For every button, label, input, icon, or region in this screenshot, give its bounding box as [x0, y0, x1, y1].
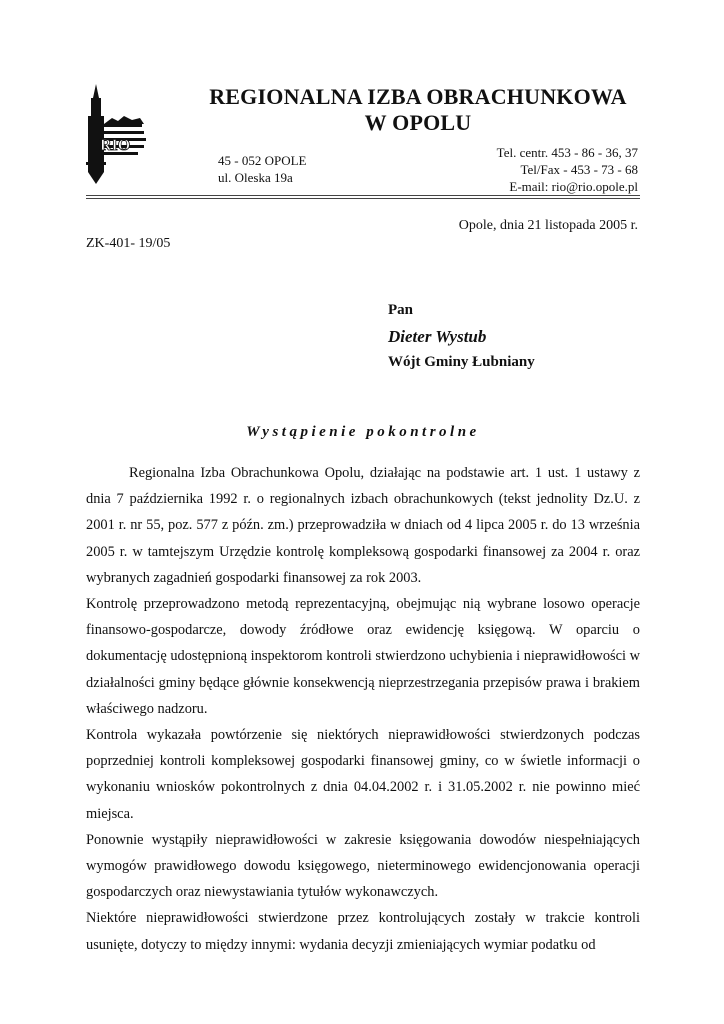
letter-date: Opole, dnia 21 listopada 2005 r.: [458, 218, 638, 233]
letter-body: [86, 460, 640, 958]
postal-code: 45 - 052 OPOLE: [218, 153, 307, 168]
contact-block: [497, 144, 638, 195]
body-paragraph: Kontrola wykazała powtórzenie się niektórych nieprawidłowości stwierdzonych podczas poprzedniej kontroli kompleksowej gospodarki finansowej gminy, co w świetle informacji o wykonaniu wniosków pokontrolnych z dnia 04.04.2002 r. i 31.05.2002 r. nie powinno mieć miejsca.: [86, 727, 640, 822]
recipient-name: Dieter Wystub: [388, 327, 487, 346]
email-address: E-mail: rio@rio.opole.pl: [509, 179, 638, 194]
org-name-line1: REGIONALNA IZBA OBRACHUNKOWA: [209, 84, 627, 109]
recipient-salutation: Pan: [388, 302, 414, 318]
letter-subject: Wystąpienie pokontrolne: [246, 424, 480, 440]
header-divider-top: [86, 195, 640, 196]
body-paragraph: Ponownie wystąpiły nieprawidłowości w zakresie księgowania dowodów niespełniających wymogów prawidłowego dowodu księgowego, nieterminowego ewidencjonowania operacji gospodarczych oraz niewystawiania tytułów wykonawczych.: [86, 831, 640, 901]
recipient-title: Wójt Gminy Łubniany: [388, 354, 535, 370]
street-address: ul. Oleska 19a: [218, 170, 293, 185]
reference-number: ZK-401- 19/05: [86, 236, 171, 251]
rio-logo: [82, 84, 150, 184]
org-name-line2: W OPOLU: [364, 110, 472, 135]
logo-text: RIO: [100, 137, 131, 154]
body-paragraph: Kontrolę przeprowadzono metodą reprezentacyjną, obejmując nią wybrane losowo operacje finansowo-gospodarcze, dowody źródłowe oraz ewidencję księgową. W oparciu o dokumentację udostępnioną inspektorom kontroli stwierdzono uchybienia i nieprawidłowości w działalności gminy będące głównie konsekwencją nieprzestrzegania przepisów prawa i brakiem właściwego nadzoru.: [86, 596, 640, 717]
body-paragraph: Regionalna Izba Obrachunkowa Opolu, działając na podstawie art. 1 ust. 1 ustawy z dnia 7 października 1992 r. o regionalnych izbach obrachunkowych (tekst jednolity Dz.U. z 2001 r. nr 55, poz. 577 z późn. zm.) przeprowadziła w dniach od 4 lipca 2005 r. do 13 września 2005 r. w tamtejszym Urzędzie kontrolę kompleksową gospodarki finansowej za 2004 r. oraz wybranych zagadnień gospodarki finansowej za rok 2003.: [86, 465, 640, 586]
body-paragraph: Niektóre nieprawidłowości stwierdzone przez kontrolujących zostały w trakcie kontroli usunięte, dotyczy to między innymi: wydania decyzji zmieniających wymiar podatku od: [86, 910, 640, 953]
fax-number: Tel/Fax - 453 - 73 - 68: [520, 162, 638, 177]
phone-number: Tel. centr. 453 - 86 - 36, 37: [496, 145, 638, 160]
header-divider-bottom: [86, 198, 640, 199]
address-block: [218, 152, 306, 186]
